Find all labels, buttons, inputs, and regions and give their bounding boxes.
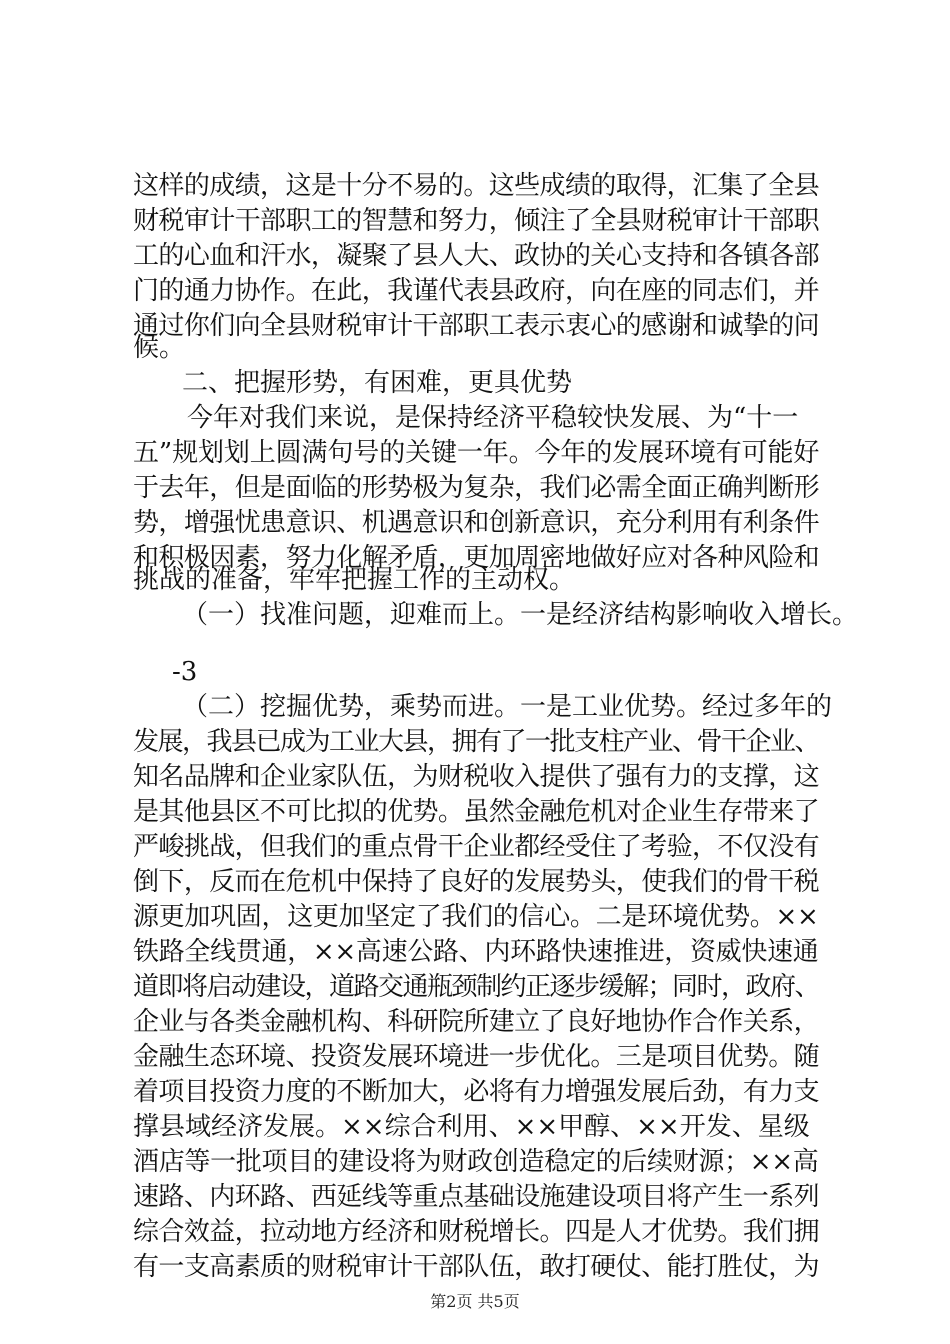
body-text-line: 发展，我县已成为工业大县，拥有了一批支柱产业、骨干企业、 bbox=[133, 727, 820, 757]
body-text-line: 撑县域经济发展。××综合利用、××甲醇、××开发、星级 bbox=[133, 1112, 810, 1142]
body-text-line: 倒下，反而在危机中保持了良好的发展势头，使我们的骨干税 bbox=[133, 867, 820, 897]
body-text-line: 势，增强忧患意识、机遇意识和创新意识，充分利用有利条件 bbox=[133, 508, 820, 538]
section-heading: 二、把握形势，有困难，更具优势 bbox=[182, 368, 573, 398]
body-text-line: 通过你们向全县财税审计干部职工表示衷心的感谢和诚挚的问 bbox=[133, 311, 820, 341]
body-text-line: 速路、内环路、西延线等重点基础设施建设项目将产生一系列 bbox=[133, 1182, 820, 1212]
page-fragment-number: -3 bbox=[172, 657, 198, 687]
subsection-heading: （二）挖掘优势，乘势而进。一是工业优势。经过多年的 bbox=[182, 692, 833, 722]
body-text-line: 企业与各类金融机构、科研院所建立了良好地协作合作关系， bbox=[133, 1007, 820, 1037]
body-text-line: 门的通力协作。在此，我谨代表县政府，向在座的同志们，并 bbox=[133, 276, 820, 306]
body-text-line: 五”规划划上圆满句号的关键一年。今年的发展环境有可能好 bbox=[133, 438, 820, 468]
body-text-line: 综合效益，拉动地方经济和财税增长。四是人才优势。我们拥 bbox=[133, 1217, 820, 1247]
body-text-line: 挑战的准备，牢牢把握工作的主动权。 bbox=[133, 565, 576, 595]
body-text-line: 这样的成绩，这是十分不易的。这些成绩的取得，汇集了全县 bbox=[133, 171, 820, 201]
body-text-line: 着项目投资力度的不断加大，必将有力增强发展后劲，有力支 bbox=[133, 1077, 820, 1107]
body-text-line: 有一支高素质的财税审计干部队伍，敢打硬仗、能打胜仗，为 bbox=[133, 1252, 820, 1282]
body-text-line: 今年对我们来说，是保持经济平稳较快发展、为“十一 bbox=[187, 403, 799, 433]
page-footer: 第2页 共5页 bbox=[430, 1292, 520, 1311]
subsection-heading: （一）找准问题，迎难而上。一是经济结构影响收入增长。 bbox=[182, 600, 859, 630]
body-text-line: 财税审计干部职工的智慧和努力，倾注了全县财税审计干部职 bbox=[133, 206, 820, 236]
body-text-line: 工的心血和汗水，凝聚了县人大、政协的关心支持和各镇各部 bbox=[133, 241, 820, 271]
body-text-line: 道即将启动建设，道路交通瓶颈制约正逐步缓解；同时，政府、 bbox=[133, 972, 820, 1002]
body-text-line: 铁路全线贯通，××高速公路、内环路快速推进，资威快速通 bbox=[133, 937, 819, 967]
body-text-line: 于去年，但是面临的形势极为复杂，我们必需全面正确判断形 bbox=[133, 473, 820, 503]
body-text-line: 知名品牌和企业家队伍，为财税收入提供了强有力的支撑，这 bbox=[133, 762, 820, 792]
body-text-line: 和积极因素，努力化解矛盾，更加周密地做好应对各种风险和 bbox=[133, 543, 820, 573]
body-text-line: 酒店等一批项目的建设将为财政创造稳定的后续财源；××高 bbox=[133, 1147, 819, 1177]
body-text-line: 候。 bbox=[133, 333, 186, 363]
body-text-line: 是其他县区不可比拟的优势。虽然金融危机对企业生存带来了 bbox=[133, 797, 820, 827]
body-text-line: 严峻挑战，但我们的重点骨干企业都经受住了考验，不仅没有 bbox=[133, 832, 820, 862]
body-text-line: 源更加巩固，这更加坚定了我们的信心。二是环境优势。×× bbox=[133, 902, 819, 932]
body-text-line: 金融生态环境、投资发展环境进一步优化。三是项目优势。随 bbox=[133, 1042, 820, 1072]
